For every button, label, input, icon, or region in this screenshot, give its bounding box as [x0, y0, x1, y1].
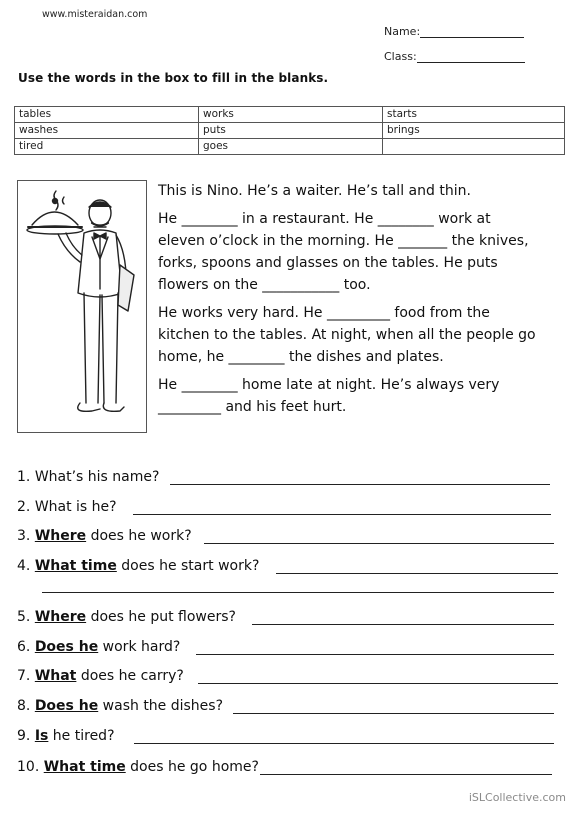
blank: ________: [181, 377, 238, 393]
word-cell: brings: [383, 123, 565, 139]
word-cell: tired: [15, 139, 199, 155]
answer-line-9[interactable]: [134, 743, 554, 744]
answer-line-5[interactable]: [252, 624, 554, 625]
word-box: [14, 106, 565, 155]
blank: ________: [228, 349, 285, 365]
question-5: 5. Where does he put flowers?: [17, 609, 236, 625]
story-line: flowers on the ___________ too.: [158, 277, 371, 293]
story-line: He ________ home late at night. He’s always very: [158, 377, 500, 393]
word-cell: goes: [199, 139, 383, 155]
question-1: 1. What’s his name?: [17, 469, 160, 485]
word-cell: [383, 139, 565, 155]
story-paragraph: [158, 208, 558, 296]
blank: ___________: [262, 277, 340, 293]
word-cell: works: [199, 107, 383, 123]
word-row: [15, 123, 565, 139]
story-text: [158, 180, 558, 424]
waiter-icon: [18, 181, 146, 432]
question-7: 7. What does he carry?: [17, 668, 184, 684]
word-cell: washes: [15, 123, 199, 139]
footer-watermark: iSLCollective.com: [468, 791, 566, 804]
question-4: 4. What time does he start work?: [17, 558, 260, 574]
word-row: [15, 107, 565, 123]
class-label: Class:: [384, 50, 417, 63]
question-6: 6. Does he work hard?: [17, 639, 181, 655]
answer-line-4[interactable]: [276, 573, 558, 574]
question-8: 8. Does he wash the dishes?: [17, 698, 224, 714]
instructions: Use the words in the box to fill in the blanks.: [18, 71, 329, 85]
story-line: _________ and his feet hurt.: [158, 399, 347, 415]
site-url: www.misteraidan.com: [42, 9, 148, 20]
answer-line-10[interactable]: [260, 774, 552, 775]
name-label: Name:: [384, 25, 421, 38]
name-field: [384, 25, 524, 38]
answer-line-1[interactable]: [170, 484, 550, 485]
story-paragraph: [158, 302, 558, 368]
question-3: 3. Where does he work?: [17, 528, 192, 544]
word-row: [15, 139, 565, 155]
blank: ________: [181, 211, 238, 227]
story-line: forks, spoons and glasses on the tables. He puts: [158, 255, 498, 271]
blank: ________: [377, 211, 434, 227]
blank: _________: [326, 305, 390, 321]
blank: _______: [398, 233, 448, 249]
word-cell: starts: [383, 107, 565, 123]
story-paragraph: This is Nino. He’s a waiter. He’s tall and thin.: [158, 183, 471, 199]
answer-line-3[interactable]: [204, 543, 554, 544]
name-blank: [420, 25, 524, 38]
answer-line-7[interactable]: [198, 683, 558, 684]
question-9: 9. Is he tired?: [17, 728, 115, 744]
story-line: eleven o’clock in the morning. He _______ the knives,: [158, 233, 529, 249]
story-line: kitchen to the tables. At night, when all the people go: [158, 327, 536, 343]
word-cell: puts: [199, 123, 383, 139]
question-10: 10. What time does he go home?: [17, 759, 259, 775]
answer-line-6[interactable]: [196, 654, 554, 655]
story-line: home, he ________ the dishes and plates.: [158, 349, 444, 365]
question-2: 2. What is he?: [17, 499, 117, 515]
answer-line-2[interactable]: [133, 514, 551, 515]
story-paragraph: [158, 374, 558, 418]
word-cell: tables: [15, 107, 199, 123]
waiter-illustration: [17, 180, 147, 433]
answer-line-4b[interactable]: [42, 592, 554, 593]
blank: _________: [158, 399, 221, 415]
answer-line-8[interactable]: [233, 713, 554, 714]
class-blank: [417, 50, 525, 63]
story-line: He ________ in a restaurant. He ________ work at: [158, 211, 491, 227]
class-field: [384, 50, 525, 63]
story-line: He works very hard. He _________ food from the: [158, 305, 490, 321]
